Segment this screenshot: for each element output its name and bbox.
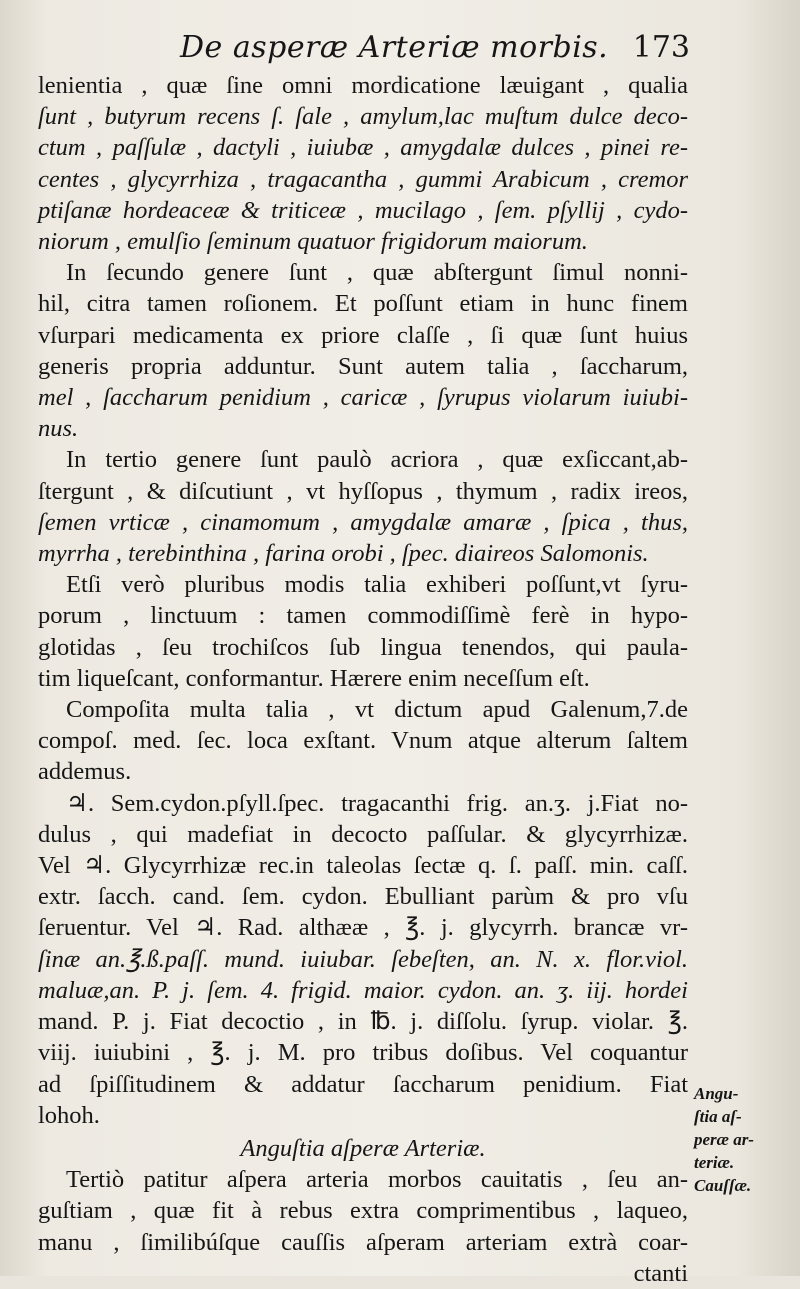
text-line: Etſi verò pluribus modis talia exhiberi poſſunt,vt ſyru- bbox=[66, 571, 688, 599]
text-line: compoſ. med. ſec. loca exſtant. Vnum atque alterum ſaltem bbox=[38, 727, 688, 755]
text-line: guſtiam , quæ fit à rebus extra comprimentibus , laqueo, bbox=[38, 1197, 688, 1225]
text-line: ſinæ an.℥.ß.paſſ. mund. iuiubar. ſebeſten, an. N. x. flor.viol. bbox=[38, 945, 688, 973]
text-line: Compoſita multa talia , vt dictum apud Galenum,7.de bbox=[66, 696, 688, 724]
text-line: porum , linctuum : tamen commodiſſimè ferè in hypo- bbox=[38, 602, 688, 630]
margin-note-line: Cauſſæ. bbox=[694, 1176, 752, 1195]
text-line: lohoh. bbox=[38, 1101, 100, 1129]
section-heading: Anguſtia aſperæ Arteriæ. bbox=[240, 1134, 486, 1162]
text-line: ad ſpiſſitudinem & addatur ſaccharum penidium. Fiat bbox=[38, 1070, 688, 1098]
text-line: Tertiò patitur aſpera arteria morbos cauitatis , ſeu an- bbox=[66, 1166, 688, 1194]
margin-note-line: Angu- bbox=[694, 1084, 739, 1103]
text-line: extr. ſacch. cand. ſem. cydon. Ebulliant parùm & pro vſu bbox=[38, 883, 688, 911]
text-line: centes , glycyrrhiza , tragacantha , gummi Arabicum , cremor bbox=[38, 165, 688, 193]
text-line: niorum , emulſio ſeminum quatuor frigidorum maiorum. bbox=[38, 228, 588, 256]
text-line: generis propria adduntur. Sunt autem talia , ſaccharum, bbox=[38, 352, 688, 380]
text-line: glotidas , ſeu trochiſcos ſub lingua tenendos, qui paula- bbox=[38, 633, 688, 661]
margin-note-line: teriæ. bbox=[694, 1153, 735, 1172]
text-line: ſunt , butyrum recens ſ. ſale , amylum,lac muſtum dulce deco- bbox=[38, 103, 688, 131]
text-line: addemus. bbox=[38, 758, 132, 786]
text-line: nus. bbox=[38, 415, 79, 443]
text-line: viij. iuiubini , ℥. j. M. pro tribus doſibus. Vel coquantur bbox=[38, 1039, 688, 1067]
text-line: Vel ♃. Glycyrrhizæ rec.in taleolas ſectæ q. ſ. paſſ. min. caſſ. bbox=[38, 852, 688, 880]
text-line: tim liqueſcant, conformantur. Hærere enim neceſſum eſt. bbox=[38, 664, 590, 692]
text-line: In tertio genere ſunt paulò acriora , quæ exſiccant,ab- bbox=[66, 446, 688, 474]
margin-note-line: peræ ar- bbox=[694, 1130, 754, 1149]
text-line: ctum , paſſulæ , dactyli , iuiubæ , amygdalæ dulces , pinei re- bbox=[38, 134, 688, 162]
text-line: In ſecundo genere ſunt , quæ abſtergunt ſimul nonni- bbox=[66, 259, 688, 287]
text-line: vſurpari medicamenta ex priore claſſe , ſi quæ ſunt huius bbox=[38, 321, 688, 349]
text-line: ſtergunt , & diſcutiunt , vt hyſſopus , thymum , radix ireos, bbox=[38, 477, 688, 505]
text-line: ſeruentur. Vel ♃. Rad. althææ , ℥. j. glycyrrh. brancæ vr- bbox=[38, 914, 688, 942]
text-line: manu , ſimilibúſque cauſſis aſperam arteriam extrà coar- bbox=[38, 1228, 688, 1256]
page-header bbox=[150, 30, 690, 74]
text-line: lenientia , quæ ſine omni mordicatione læuigant , qualia bbox=[38, 72, 688, 99]
text-line: ♃. Sem.cydon.pſyll.ſpec. tragacanthi frig. an.ʒ. j.Fiat no- bbox=[66, 789, 688, 817]
text-line: mand. P. j. Fiat decoctio , in ℔. j. diſſolu. ſyrup. violar. ℥. bbox=[38, 1008, 688, 1036]
margin-note bbox=[694, 1082, 794, 1197]
text-line: maluæ,an. P. j. ſem. 4. frigid. maior. cydon. an. ʒ. iij. hordei bbox=[38, 976, 688, 1004]
body-text bbox=[38, 70, 688, 1289]
running-title: De asperæ Arteriæ morbis. bbox=[180, 30, 609, 65]
text-line: mel , ſaccharum penidium , caricæ , ſyrupus violarum iuiubi- bbox=[38, 384, 688, 412]
margin-note-line: ſtia aſ- bbox=[694, 1107, 742, 1126]
page-number: 173 bbox=[632, 30, 690, 65]
text-line: hil, citra tamen roſionem. Et poſſunt etiam in hunc finem bbox=[38, 290, 688, 318]
text-line: ptiſanæ hordeaceæ & triticeæ , mucilago , ſem. pſyllij , cydo- bbox=[38, 196, 688, 224]
text-line: myrrha , terebinthina , farina orobi , ſpec. diaireos Salomonis. bbox=[38, 540, 649, 568]
text-line: ſemen vrticæ , cinamomum , amygdalæ amaræ , ſpica , thus, bbox=[38, 508, 688, 536]
text-line: dulus , qui madefiat in decocto paſſular. & glycyrrhizæ. bbox=[38, 820, 688, 848]
text-line: ctanti bbox=[633, 1259, 688, 1287]
